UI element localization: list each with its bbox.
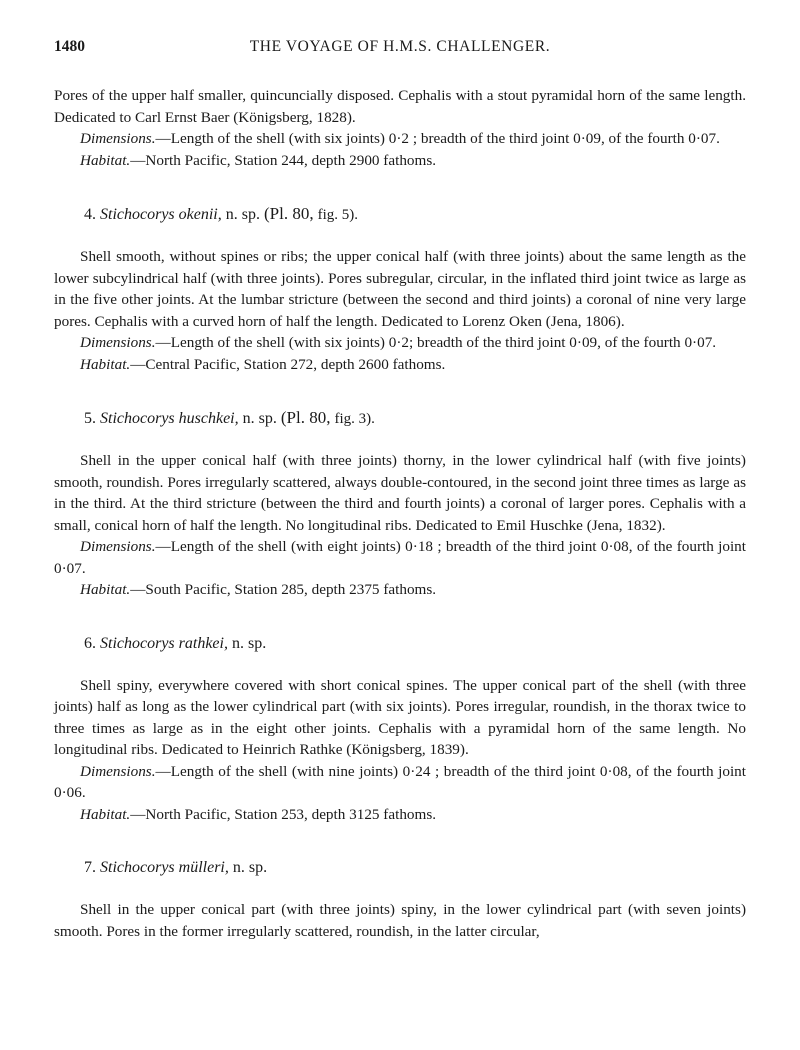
figure-reference: fig. 3). (334, 411, 375, 427)
plate-reference: (Pl. 80, (263, 204, 314, 223)
running-head (54, 38, 746, 60)
species-number: 7. (84, 859, 96, 876)
habitat-label: Habitat. (80, 581, 131, 598)
species-designation: n. sp. (242, 410, 277, 427)
species-name: Stichocorys mülleri, (100, 859, 229, 876)
species-name: Stichocorys huschkei, (100, 410, 239, 427)
figure-reference: fig. 5). (317, 207, 358, 223)
running-title: THE VOYAGE OF H.M.S. CHALLENGER. (249, 38, 551, 55)
document-page (54, 38, 746, 942)
habitat-paragraph (54, 150, 746, 172)
species-heading (84, 407, 746, 430)
dimensions-paragraph (54, 128, 746, 150)
dimensions-text: —Length of the shell (with nine joints) 0·24 ; breadth of the third joint 0·08, of the fourth joint 0·06. (54, 762, 746, 801)
habitat-text: —Central Pacific, Station 272, depth 2600 fathoms. (130, 355, 446, 373)
dimensions-paragraph (54, 761, 746, 804)
dimensions-label: Dimensions. (80, 130, 156, 147)
intro-paragraph: Pores of the upper half smaller, quincuncially disposed. Cephalis with a stout pyramidal horn of the same length. Dedicated to Carl Ernst Baer (Königsberg, 1828). (54, 87, 746, 126)
habitat-label: Habitat. (80, 355, 131, 373)
dimensions-label: Dimensions. (80, 334, 156, 351)
species-heading (84, 633, 746, 655)
habitat-text: —North Pacific, Station 244, depth 2900 fathoms. (130, 151, 437, 169)
habitat-paragraph (54, 804, 746, 826)
habitat-text: —South Pacific, Station 285, depth 2375 fathoms. (130, 581, 437, 598)
habitat-label: Habitat. (80, 151, 131, 169)
dimensions-text: —Length of the shell (with six joints) 0·2; breadth of the third joint 0·09, of the fourth 0·07. (155, 334, 717, 351)
species-name: Stichocorys rathkei, (100, 634, 228, 652)
habitat-label: Habitat. (80, 805, 131, 823)
plate-reference: (Pl. 80, (280, 408, 331, 427)
species-description: Shell spiny, everywhere covered with short conical spines. The upper conical part of the shell (with three joints) half as long as the lower cylindrical part (with six joints). Pores irregular, roundish, in the thorax twice to three times as large as in the eight other joints. Cephalis with a pyramidal horn of the same length. No longitudinal ribs. Dedicated to Heinrich Rathke (Königsberg, 1839). (54, 676, 746, 758)
habitat-paragraph (54, 354, 746, 376)
species-heading (84, 203, 746, 226)
dimensions-paragraph (54, 332, 746, 354)
dimensions-label: Dimensions. (80, 762, 156, 780)
species-number: 4. (84, 206, 96, 223)
species-designation: n. sp. (225, 206, 260, 223)
dimensions-text: —Length of the shell (with eight joints) 0·18 ; breadth of the third joint 0·08, of the fourth joint 0·07. (54, 538, 746, 577)
species-name: Stichocorys okenii, (100, 206, 222, 223)
species-heading (84, 857, 746, 879)
dimensions-text: —Length of the shell (with six joints) 0·2 ; breadth of the third joint 0·09, of the fourth 0·07. (155, 130, 720, 147)
species-description: Shell in the upper conical part (with three joints) spiny, in the lower cylindrical part (with seven joints) smooth. Pores in the former irregularly scattered, roundish, in the latter circular, (54, 901, 746, 940)
species-number: 5. (84, 410, 96, 427)
dimensions-label: Dimensions. (80, 538, 156, 555)
species-number: 6. (84, 634, 96, 652)
habitat-paragraph (54, 579, 746, 601)
species-designation: n. sp. (232, 859, 268, 876)
species-description: Shell smooth, without spines or ribs; the upper conical half (with three joints) about the same length as the lower subcylindrical half (with three joints). Pores subregular, circular, in the inflated third joint twice as large as in the five other joints. At the lumbar stricture (between the second and third joints) a coronal of nine very large pores. Cephalis with a curved horn of half the length. Dedicated to Lorenz Oken (Jena, 1806). (54, 248, 746, 330)
species-designation: n. sp. (231, 634, 267, 652)
species-description: Shell in the upper conical half (with three joints) thorny, in the lower cylindrical half (with five joints) smooth, roundish. Pores irregularly scattered, always double-contoured, in the second joint three times as large as in the third. At the third stricture (between the third and fourth joints) a coronal of larger pores. Cephalis with a small, conical horn of half the length. No longitudinal ribs. Dedicated to Emil Huschke (Jena, 1832). (54, 452, 746, 534)
page-number: 1480 (54, 38, 85, 55)
dimensions-paragraph (54, 536, 746, 579)
habitat-text: —North Pacific, Station 253, depth 3125 fathoms. (130, 805, 437, 823)
